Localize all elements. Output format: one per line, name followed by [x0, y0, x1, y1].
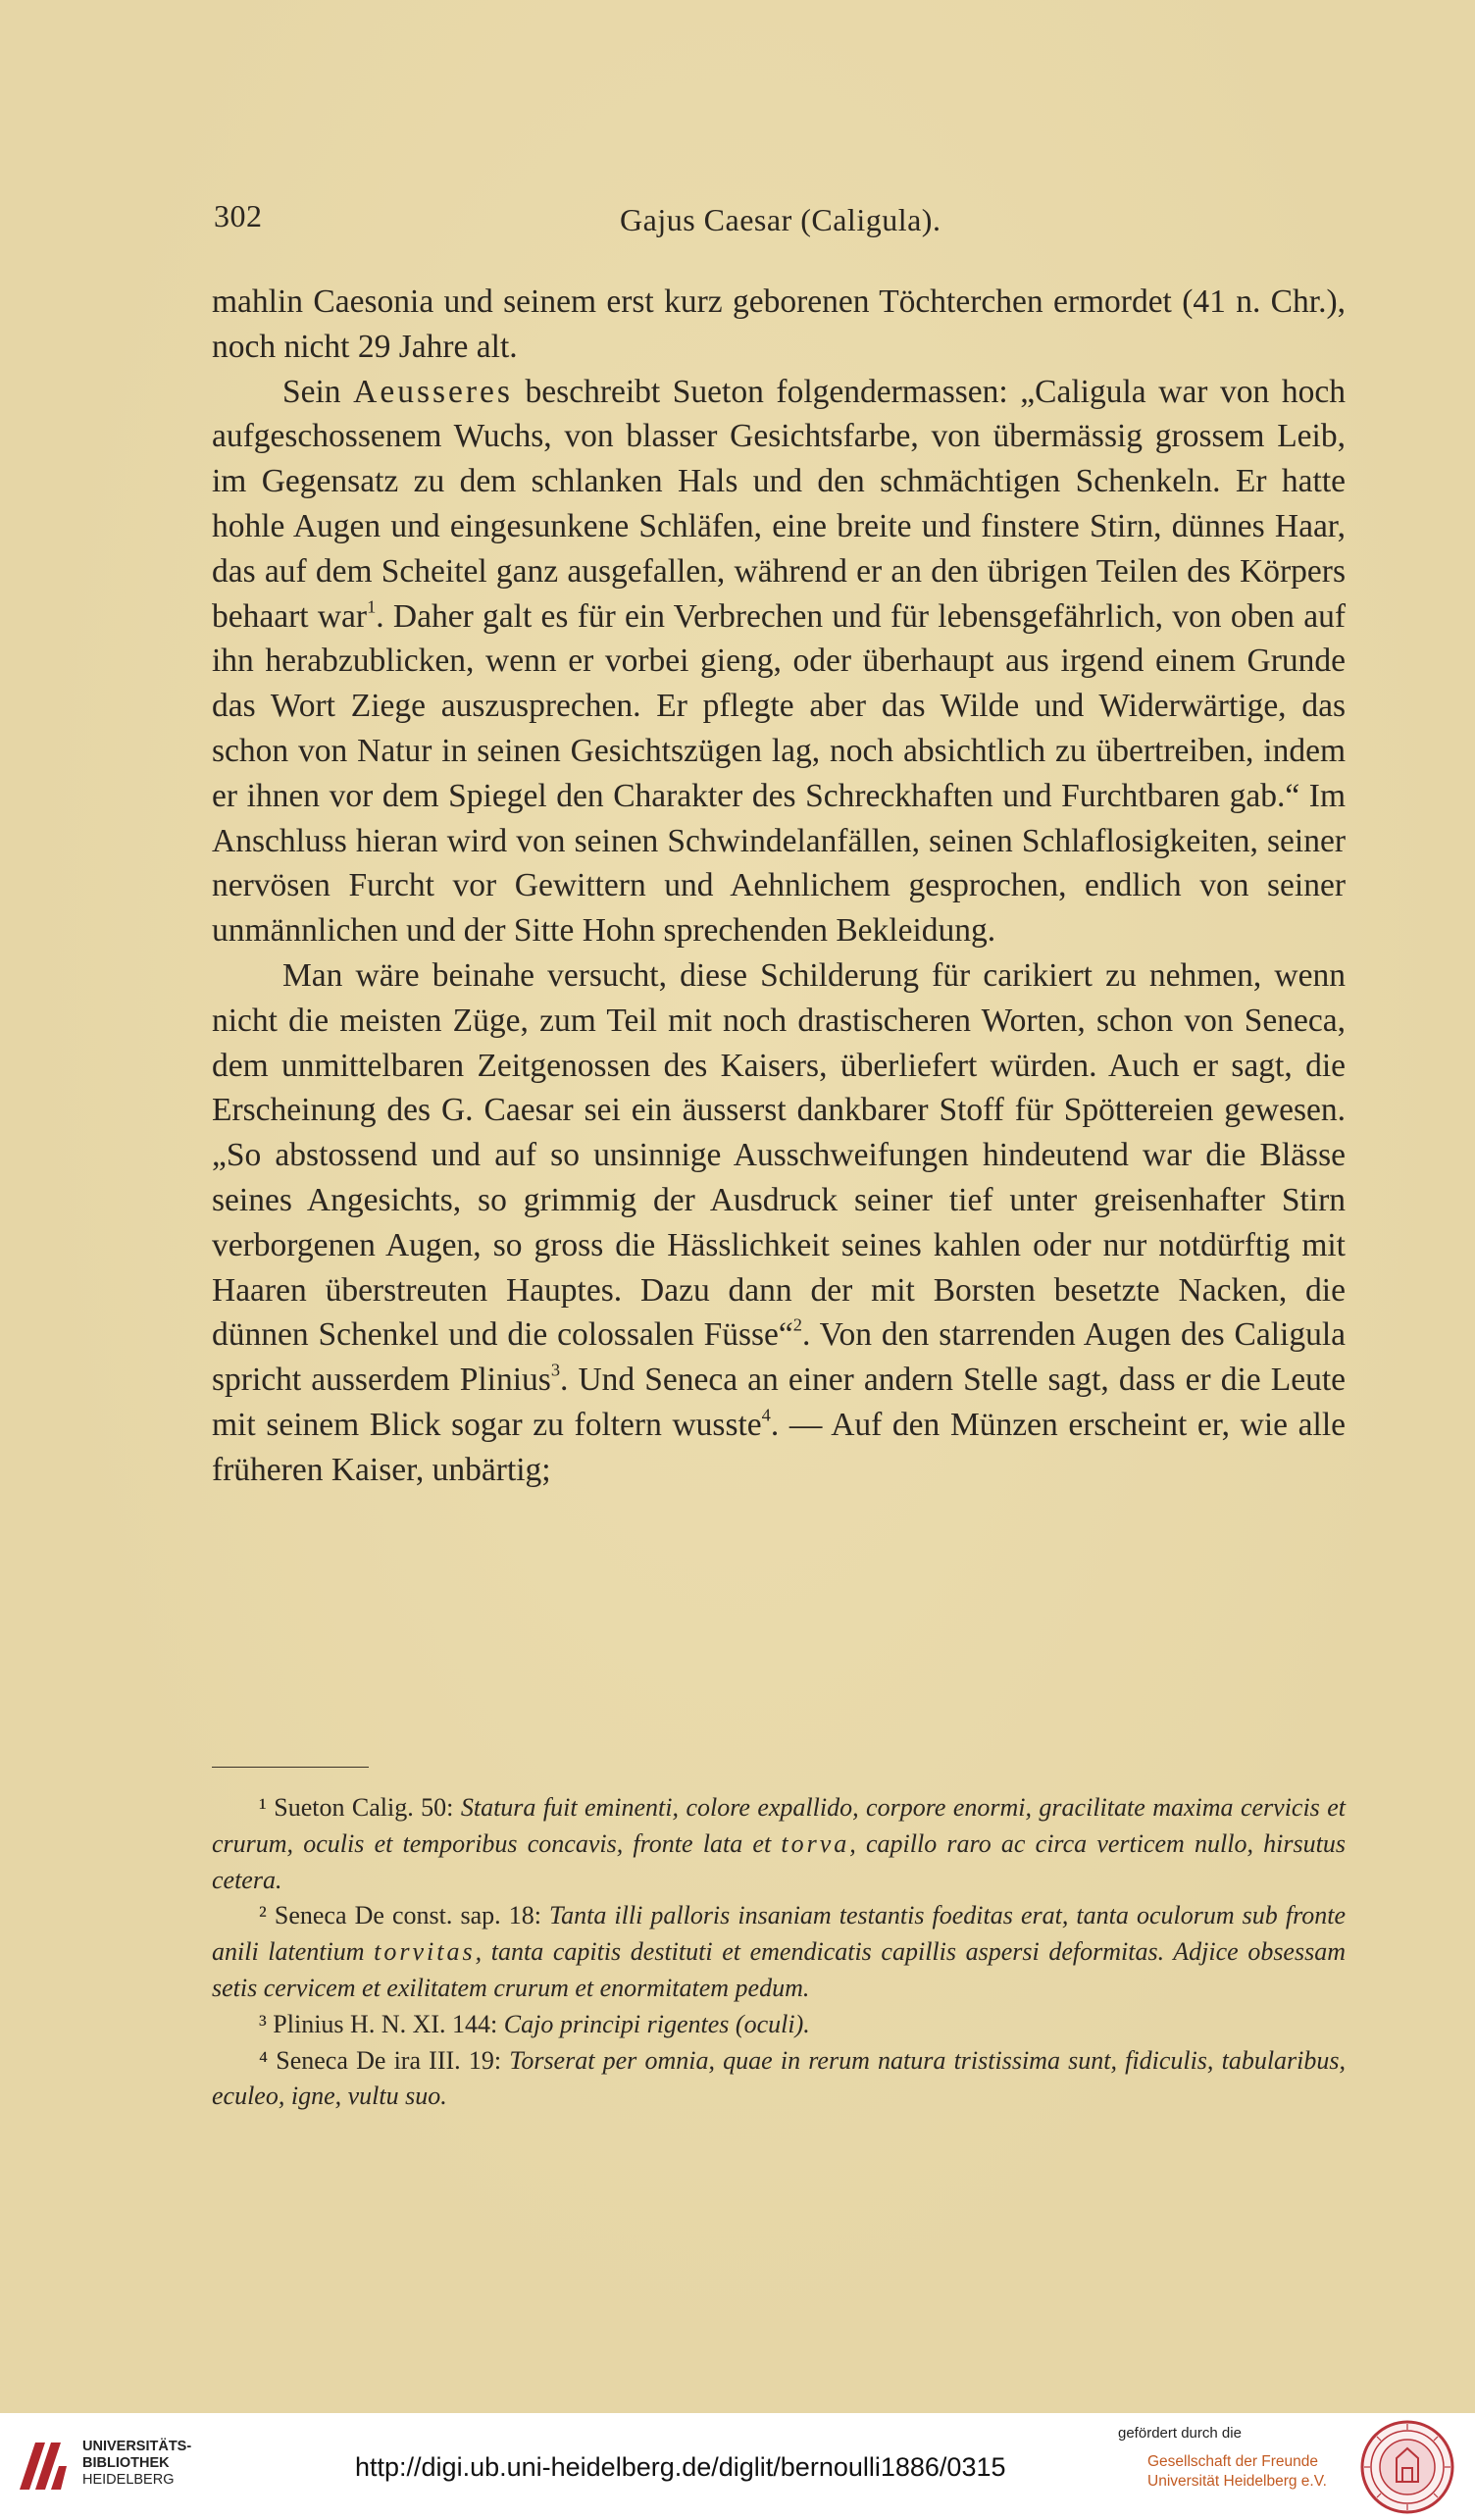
library-logo-icon[interactable] [14, 2435, 75, 2495]
footnote-2 [212, 1898, 1346, 2006]
spaced-emphasis: torvitas [374, 1937, 476, 1967]
footnote-quote: Torserat per omnia, quae in rerum natura tristissima sunt, fidiculis, tabularibus, eculeo, igne, vultu suo. [212, 2045, 1347, 2111]
university-seal-icon [1359, 2419, 1455, 2515]
page-header [214, 198, 1351, 247]
paragraph-seneca [212, 953, 1346, 1493]
footnote-3 [212, 2007, 1346, 2043]
footnote-rule [212, 1767, 369, 1768]
paragraph-text: mahlin Caesonia und seinem erst kurz geborenen Töchterchen ermordet (41 n. Chr.), noch nicht 29 Jahre alt. [212, 283, 1346, 365]
footnote-marker: ⁴ [259, 2045, 269, 2075]
permalink-url[interactable]: http://digi.ub.uni-heidelberg.de/diglit/bernoulli1886/0315 [355, 2452, 1006, 2482]
page-number: 302 [214, 198, 263, 233]
library-name[interactable] [82, 2439, 191, 2489]
main-text [212, 280, 1346, 1493]
paragraph-text: beschreibt Sueton folgendermassen: „Caligula war von hoch aufgeschossenem Wuchs, von blasser Gesichtsfarbe, von übermässig grossem Leib, im Gegensatz zu dem schlanken Hals und den schmächtigen Schenkeln. Er hatte hohle Augen und eingesunkene Schläfen, eine breite und finstere Stirn, dünnes Haar, das auf dem Scheitel ganz ausgefallen, während er an den übrigen Teilen des Körpers behaart war [212, 373, 1346, 635]
sponsor-prefix: gefördert durch die [1118, 2425, 1242, 2442]
footnote-quote: Statura fuit eminenti, colore expallido, corpore enormi, gracilitate maxima cervicis et crurum, oculis et temporibus concavis, fronte lata et [212, 1793, 1347, 1858]
footnote-source: Plinius H. N. XI. 144: [273, 2009, 504, 2038]
footnote-marker: ³ [259, 2009, 267, 2038]
spaced-emphasis: torva [781, 1828, 850, 1858]
footnote-ref-1[interactable]: 1 [367, 595, 377, 616]
footnote-quote: , tanta capitis destituti et emendicatis capillis aspersi deformitas. Adjice obsessam setis cervicem et exilitatem crurum et enormitatem pedum. [212, 1937, 1346, 2002]
footnote-4 [212, 2043, 1346, 2116]
footnote-quote: , capillo raro ac circa verticem nullo, hirsutus cetera. [212, 1828, 1346, 1894]
footnote-source: Sueton Calig. 50: [274, 1793, 461, 1822]
sponsor-name[interactable] [1147, 2452, 1327, 2492]
footnote-marker: ¹ [259, 1793, 267, 1822]
footnotes [212, 1790, 1346, 2115]
sponsor-line: Gesellschaft der Freunde [1147, 2453, 1319, 2470]
footnote-1 [212, 1790, 1346, 1898]
footnote-source: Seneca De const. sap. 18: [274, 1901, 550, 1930]
running-title: Gajus Caesar (Caligula). [620, 202, 941, 237]
footnote-source: Seneca De ira III. 19: [276, 2045, 510, 2075]
digitization-footer [0, 2413, 1475, 2520]
footnote-quote: Cajo principi rigentes (oculi). [503, 2009, 810, 2038]
paragraph-text: . — Auf den Münzen erscheint er, wie alle früheren Kaiser, unbärtig; [212, 1406, 1346, 1488]
paragraph-text: . Daher galt es für ein Verbrechen und für lebensgefährlich, von oben auf ihn herabzublicken, wenn er vorbei gieng, oder überhaupt aus irgend einem Grunde das Wort Ziege auszusprechen. Er pflegte aber das Wilde und Widerwärtige, das schon von Natur in seinen Gesichtszügen lag, noch absichtlich zu übertreiben, indem er ihnen vor dem Spiegel den Charakter des Schreckhaften und Furchtbaren gab.“ Im Anschluss hieran wird von seinen Schwindelanfällen, seinen Schlaflosigkeiten, seiner nervösen Furcht vor Gewittern und Aehnlichem gesprochen, endlich von seiner unmännlichen und der Sitte Hohn sprechenden Bekleidung. [212, 597, 1346, 950]
footnote-ref-3[interactable]: 3 [550, 1360, 561, 1380]
sponsor-line: Universität Heidelberg e.V. [1147, 2473, 1327, 2490]
paragraph-appearance [212, 370, 1346, 953]
library-name-line: BIBLIOTHEK [82, 2455, 170, 2471]
footnote-quote: Tanta illi palloris insaniam testantis foeditas erat, tanta oculorum sub fronte anili latentium [212, 1901, 1347, 1967]
footnote-ref-2[interactable]: 2 [792, 1314, 802, 1335]
footnote-ref-4[interactable]: 4 [761, 1405, 771, 1425]
spaced-emphasis: Aeusseres [353, 373, 513, 410]
paragraph-continuation [212, 280, 1346, 370]
paragraph-text: . Von den starrenden Augen des Caligula spricht ausserdem Plinius [212, 1316, 1347, 1399]
paragraph-text: Sein [282, 373, 354, 410]
library-name-line: UNIVERSITÄTS- [82, 2439, 192, 2454]
paragraph-text: . Und Seneca an einer andern Stelle sagt, dass er die Leute mit seinem Blick sogar zu foltern wusste [212, 1362, 1346, 1443]
paragraph-text: Man wäre beinahe versucht, diese Schilderung für carikiert zu nehmen, wenn nicht die meisten Züge, zum Teil mit noch drastischeren Worten, schon von Seneca, dem unmittelbaren Zeitgenossen des Kaisers, überliefert würden. Auch er sagt, die Erscheinung des G. Caesar sei ein äusserst dankbarer Stoff für Spöttereien gewesen. „So abstossend und auf so unsinnige Ausschweifungen hindeutend war die Blässe seines Angesichts, so grimmig der Ausdruck seiner tief unter greisenhafter Stirn verborgenen Augen, so gross die Hässlichkeit seines kahlen oder nur notdürftig mit Haaren überstreuten Hauptes. Dazu dann der mit Borsten besetzte Nacken, die dünnen Schenkel und die colossalen Füsse“ [212, 956, 1346, 1354]
footnote-marker: ² [259, 1901, 267, 1930]
library-name-line: HEIDELBERG [82, 2472, 175, 2488]
